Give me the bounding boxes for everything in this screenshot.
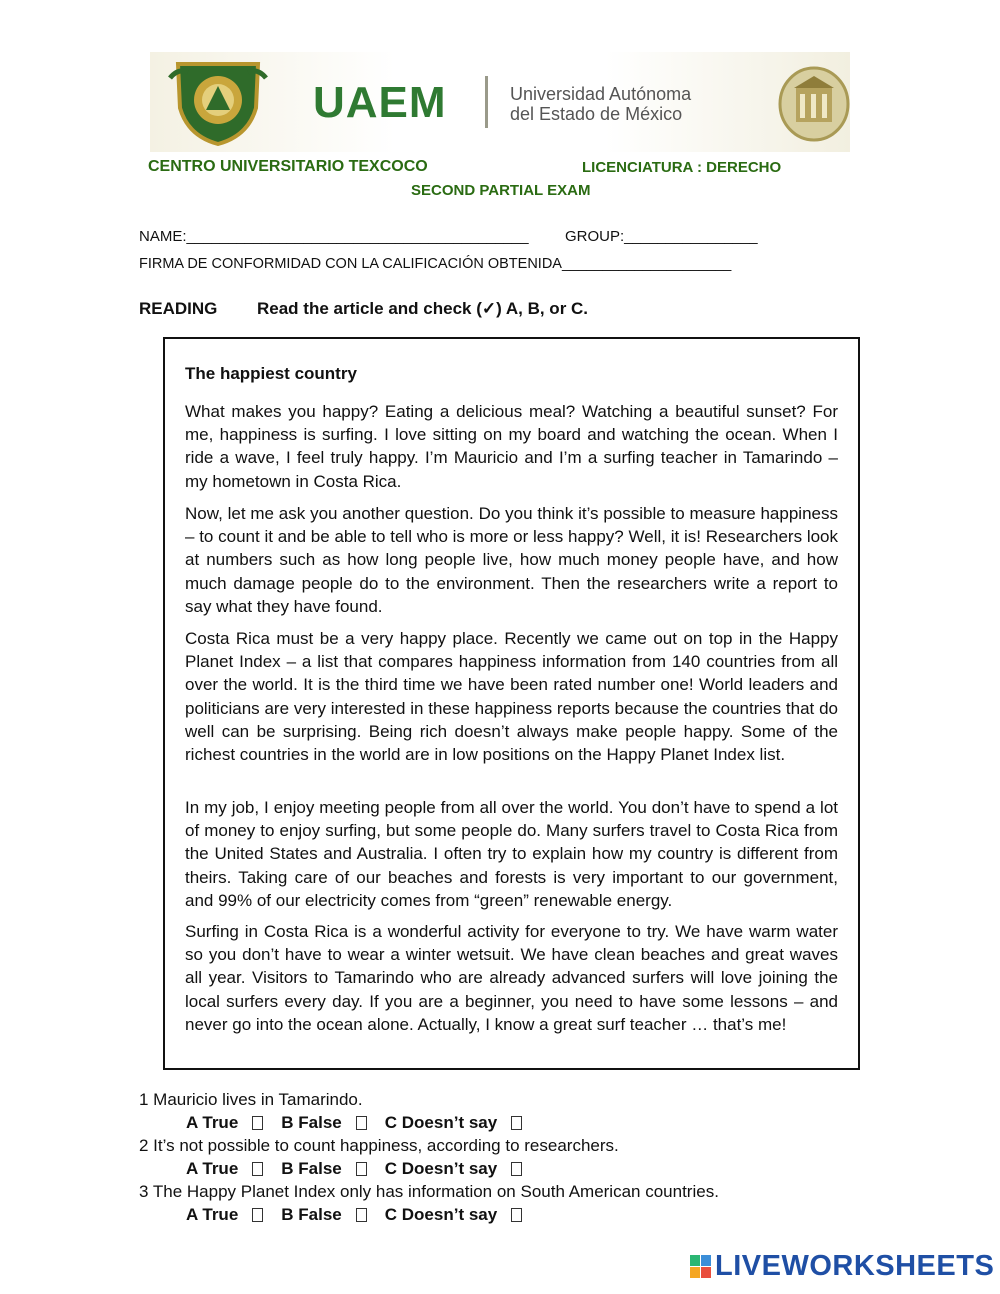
option-b[interactable] <box>281 1113 366 1133</box>
checkbox[interactable] <box>252 1208 263 1222</box>
option-a[interactable] <box>186 1159 263 1179</box>
option-a-label: A True <box>186 1159 239 1178</box>
name-field[interactable]: NAME:_________________________________________ <box>139 228 529 245</box>
section-instruction: Read the article and check (✓) A, B, or C. <box>257 299 589 318</box>
option-a-label: A True <box>186 1205 239 1224</box>
question-1: 1 Mauricio lives in Tamarindo. <box>139 1090 363 1109</box>
question-1-options <box>186 1113 540 1133</box>
option-b-label: B False <box>281 1113 342 1132</box>
exam-title: SECOND PARTIAL EXAM <box>411 182 591 199</box>
article-paragraph: Now, let me ask you another question. Do you think it’s possible to measure happiness – to count it and be able to tell who is more or less happy? Well, it is! Researchers look at numbers such as how long people live, how much money people have, and how much damage people do to the environment. Then the researchers write a report to say what they have found. <box>185 504 838 616</box>
group-field[interactable]: GROUP:________________ <box>565 228 758 245</box>
option-a[interactable] <box>186 1113 263 1133</box>
option-c[interactable] <box>385 1205 522 1225</box>
question-2-options <box>186 1159 540 1179</box>
option-b[interactable] <box>281 1159 366 1179</box>
option-a-label: A True <box>186 1113 239 1132</box>
building-seal-logo <box>778 66 850 142</box>
option-c[interactable] <box>385 1159 522 1179</box>
option-c-label: C Doesn’t say <box>384 1113 498 1132</box>
question-2: 2 It’s not possible to count happiness, according to researchers. <box>139 1136 619 1155</box>
checkbox[interactable] <box>252 1162 263 1176</box>
checkbox[interactable] <box>356 1116 367 1130</box>
section-label: READING <box>139 299 218 318</box>
option-c-label: C Doesn’t say <box>384 1205 498 1224</box>
checkbox[interactable] <box>252 1116 263 1130</box>
signature-field[interactable]: FIRMA DE CONFORMIDAD CON LA CALIFICACIÓN OBTENIDA_____________________ <box>139 256 732 272</box>
question-3: 3 The Happy Planet Index only has information on South American countries. <box>139 1182 719 1201</box>
article-paragraph: Surfing in Costa Rica is a wonderful activity for everyone to try. We have warm water so you don’t have to wear a winter wetsuit. We have clean beaches and great waves all year. Visitors to Tamarindo who are already advanced surfers will love joining the local surfers every day. If you are a beginner, you need to have some lessons – and never go into the ocean alone. Actually, I know a great surf teacher … that’s me! <box>185 922 838 1034</box>
article-paragraph: Costa Rica must be a very happy place. Recently we came out on top in the Happy Planet Index – a list that compares happiness information from 140 countries from all over the world. It is the third time we have been rated number one! World leaders and politicians are very interested in these happiness reports because the countries that do well can be surprising. Being rich doesn’t always make people happy. Some of the richest countries in the world are in low positions on the Happy Planet Index list. <box>185 629 838 765</box>
article-paragraph: In my job, I enjoy meeting people from all over the world. You don’t have to spend a lot of money to enjoy surfing, but some people do. Many surfers travel to Costa Rica from the United States and Australia. I often try to explain how my country is different from theirs. Taking care of our beaches and forests is very important to our government, and 99% of our electricity comes from “green” renewable energy. <box>185 798 838 910</box>
liveworksheets-logo[interactable] <box>690 1250 994 1283</box>
checkbox[interactable] <box>511 1162 522 1176</box>
option-b[interactable] <box>281 1205 366 1225</box>
article-title: The happiest country <box>185 364 357 383</box>
option-b-label: B False <box>281 1205 342 1224</box>
checkbox[interactable] <box>356 1208 367 1222</box>
liveworksheets-brand: LIVEWORKSHEETS <box>715 1250 995 1282</box>
university-name-line2: del Estado de México <box>510 104 683 124</box>
uaem-crest-logo <box>168 58 268 146</box>
question-3-options <box>186 1205 540 1225</box>
liveworksheets-blocks-icon <box>690 1255 711 1278</box>
university-name-line1: Universidad Autónoma <box>510 84 692 104</box>
logo-divider <box>485 76 488 128</box>
uaem-logo-text: UAEM <box>313 78 447 127</box>
article-paragraph: What makes you happy? Eating a delicious meal? Watching a beautiful sunset? For me, happiness is surfing. I love sitting on my board and watching the ocean. When I ride a wave, I feel truly happy. I’m Mauricio and I’m a surfing teacher in Tamarindo – my hometown in Costa Rica. <box>185 402 838 491</box>
checkbox[interactable] <box>356 1162 367 1176</box>
option-c-label: C Doesn’t say <box>384 1159 498 1178</box>
checkbox[interactable] <box>511 1208 522 1222</box>
university-name <box>510 84 691 124</box>
option-a[interactable] <box>186 1205 263 1225</box>
option-c[interactable] <box>385 1113 522 1133</box>
option-b-label: B False <box>281 1159 342 1178</box>
licenciatura-title: LICENCIATURA : DERECHO <box>582 159 782 176</box>
center-title: CENTRO UNIVERSITARIO TEXCOCO <box>148 158 428 175</box>
checkbox[interactable] <box>511 1116 522 1130</box>
